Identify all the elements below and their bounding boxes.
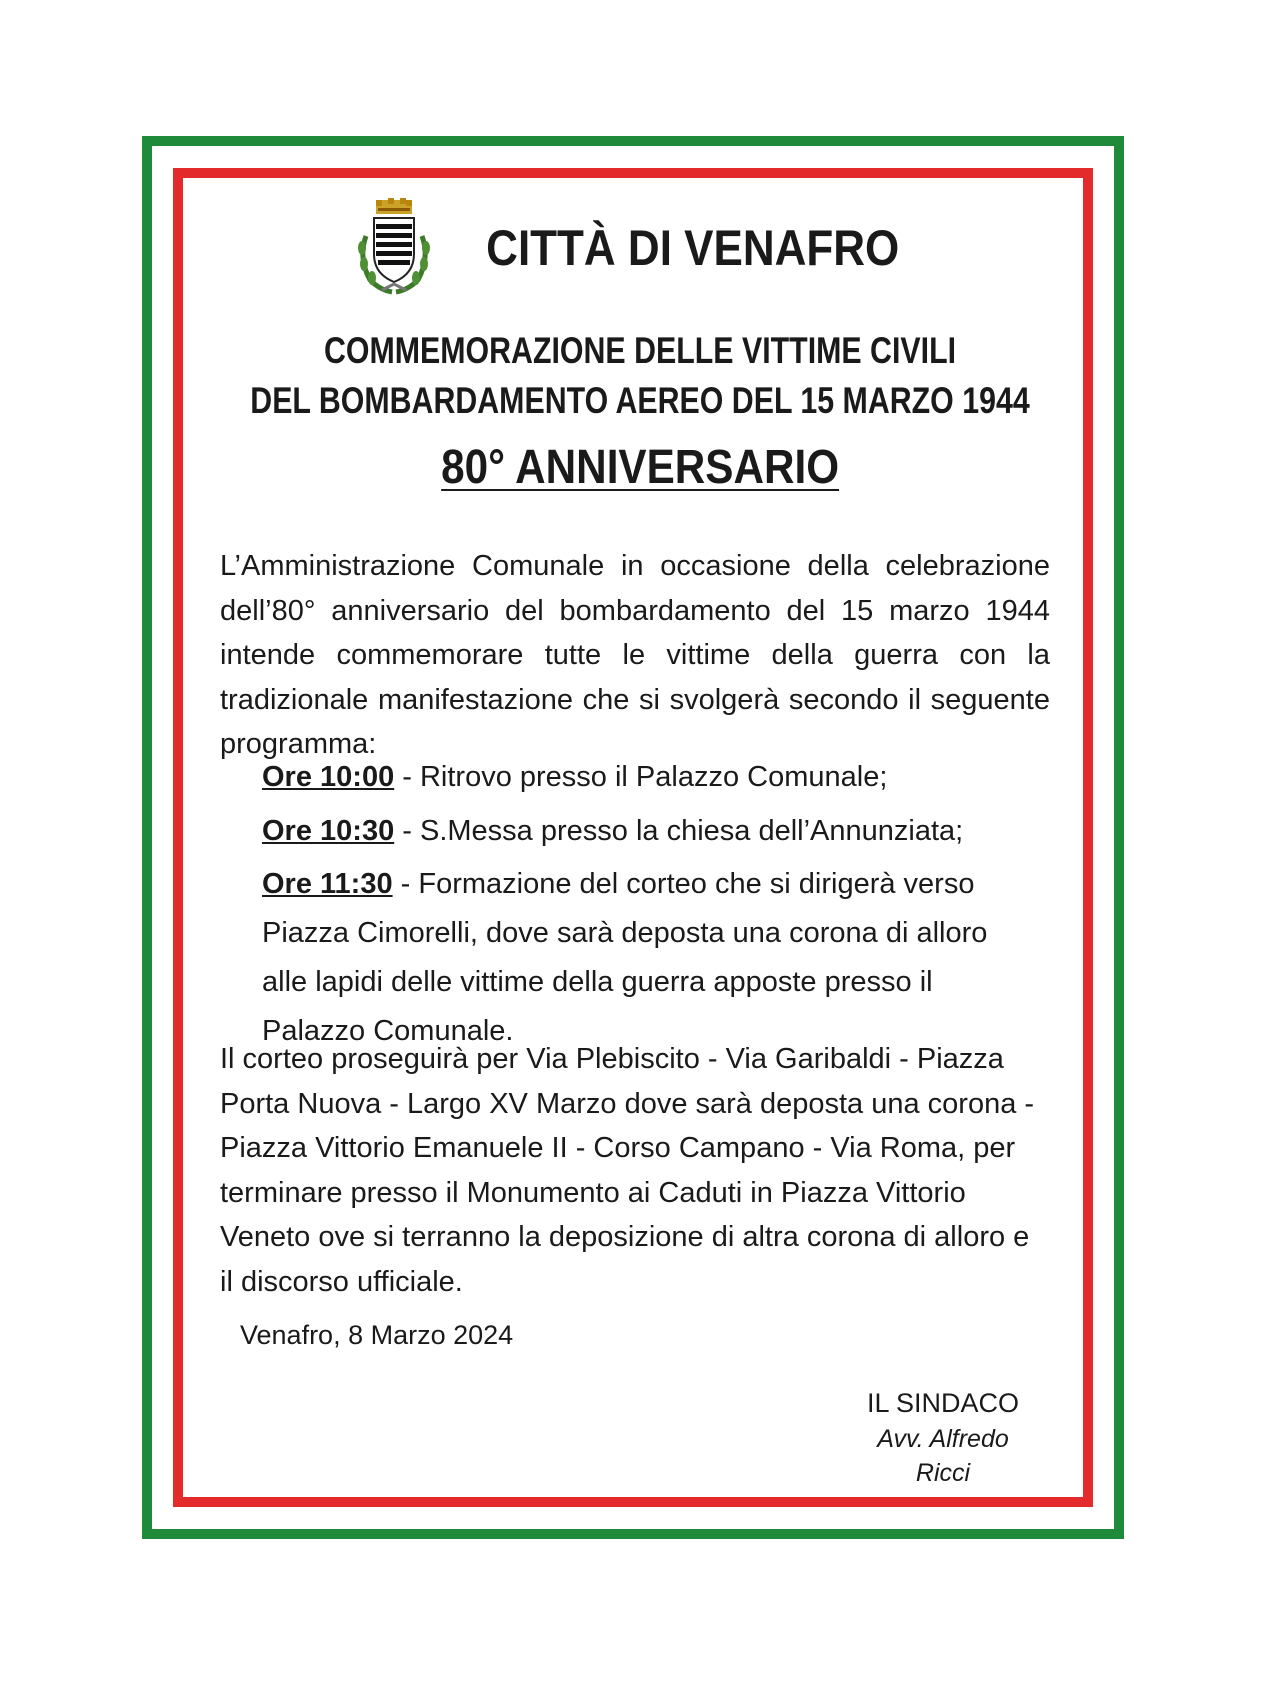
signature-name: Avv. Alfredo Ricci (877, 1425, 1009, 1487)
city-crest-icon (352, 198, 436, 298)
schedule-text: - Formazione del corteo che si dirigerà verso Piazza Cimorelli, dove sarà deposta una corona di alloro alle lapidi delle vittime della guerra apposte presso il Palazzo Comunale. (262, 868, 988, 1047)
schedule-item (262, 860, 1022, 1056)
anniversary-text: 80° ANNIVERSARIO (441, 441, 839, 494)
anniversary-heading (0, 440, 1280, 495)
schedule-time: Ore 10:00 (262, 761, 395, 793)
schedule-time: Ore 11:30 (262, 868, 393, 900)
subtitle-line-1: COMMEMORAZIONE DELLE VITTIME CIVILI (323, 330, 957, 371)
schedule-item (262, 806, 1022, 856)
subtitle-line-2: DEL BOMBARDAMENTO AEREO DEL 15 MARZO 1944 (250, 380, 1030, 421)
schedule-text: - S.Messa presso la chiesa dell’Annunziata; (394, 815, 964, 847)
schedule-list (262, 752, 1022, 1060)
city-title: CITTÀ DI VENAFRO (486, 220, 900, 276)
document-date: Venafro, 8 Marzo 2024 (240, 1320, 514, 1350)
schedule-text: - Ritrovo presso il Palazzo Comunale; (394, 761, 888, 793)
schedule-item (262, 752, 1022, 802)
intro-paragraph: L’Amministrazione Comunale in occasione della celebrazione dell’80° anniversario del bombardamento del 15 marzo 1944 intende commemorare tutte le vittime della guerra con la tradizionale manifestazione che si svolgerà secondo il seguente programma: (220, 550, 1050, 760)
event-subtitle (115, 326, 1165, 426)
signature-block (848, 1384, 1038, 1490)
signature-title: IL SINDACO (866, 1388, 1020, 1418)
document-header (0, 198, 1280, 298)
route-paragraph: Il corteo proseguirà per Via Plebiscito - Via Garibaldi - Piazza Porta Nuova - Largo XV Marzo dove sarà deposta una corona - Piazza Vittorio Emanuele II - Corso Campano - Via Roma, per terminare presso il Monumento ai Caduti in Piazza Vittorio Veneto ove si terranno la deposizione di altra corona di alloro e il discorso ufficiale. (220, 1043, 1035, 1298)
schedule-time: Ore 10:30 (262, 815, 395, 847)
